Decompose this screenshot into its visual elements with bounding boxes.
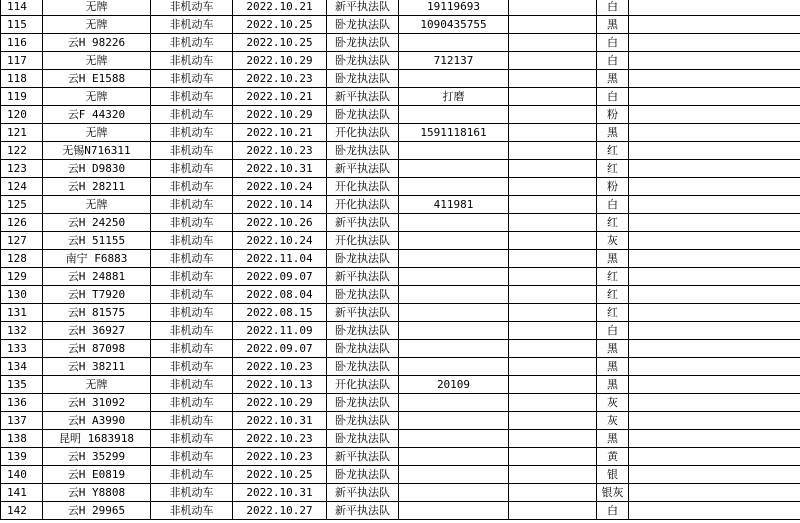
color-cell[interactable]: 灰 [597,232,629,250]
date-cell[interactable]: 2022.10.23 [233,430,327,448]
phone-cell[interactable] [399,394,509,412]
team-cell[interactable]: 新平执法队 [327,502,399,520]
vehicle-type-cell[interactable]: 非机动车 [151,196,233,214]
blank-cell[interactable] [509,16,597,34]
team-cell[interactable]: 开化执法队 [327,124,399,142]
empty-cell[interactable] [629,322,800,340]
table-row [1,214,800,232]
vehicle-type-cell[interactable]: 非机动车 [151,340,233,358]
blank-cell[interactable] [509,0,597,16]
blank-cell[interactable] [509,466,597,484]
row-number-cell[interactable]: 120 [1,106,43,124]
team-cell[interactable]: 卧龙执法队 [327,358,399,376]
color-cell[interactable]: 红 [597,160,629,178]
blank-cell[interactable] [509,268,597,286]
plate-cell[interactable]: 云H 36927 [43,322,151,340]
color-cell[interactable]: 白 [597,322,629,340]
phone-cell[interactable]: 20109 [399,376,509,394]
plate-cell[interactable]: 无锡N716311 [43,142,151,160]
color-cell[interactable]: 黑 [597,124,629,142]
color-cell[interactable]: 白 [597,88,629,106]
plate-cell[interactable]: 云H Y8808 [43,484,151,502]
team-cell[interactable]: 开化执法队 [327,196,399,214]
blank-cell[interactable] [509,232,597,250]
color-cell[interactable]: 黑 [597,430,629,448]
color-cell[interactable]: 白 [597,0,629,16]
empty-cell[interactable] [629,286,800,304]
team-cell[interactable]: 卧龙执法队 [327,322,399,340]
blank-cell[interactable] [509,178,597,196]
plate-cell[interactable]: 云F 44320 [43,106,151,124]
row-number-cell[interactable]: 141 [1,484,43,502]
row-number-cell[interactable]: 126 [1,214,43,232]
row-number-cell[interactable]: 123 [1,160,43,178]
date-cell[interactable]: 2022.10.21 [233,88,327,106]
table-row [1,412,800,430]
table-row [1,358,800,376]
color-cell[interactable]: 黑 [597,340,629,358]
table-row [1,430,800,448]
empty-cell[interactable] [629,214,800,232]
team-cell[interactable]: 卧龙执法队 [327,250,399,268]
row-number-cell[interactable]: 121 [1,124,43,142]
empty-cell[interactable] [629,412,800,430]
phone-cell[interactable] [399,268,509,286]
plate-cell[interactable]: 云H 87098 [43,340,151,358]
phone-cell[interactable] [399,484,509,502]
row-number-cell[interactable]: 131 [1,304,43,322]
date-cell[interactable]: 2022.10.14 [233,196,327,214]
row-number-cell[interactable]: 125 [1,196,43,214]
vehicle-type-cell[interactable]: 非机动车 [151,466,233,484]
team-cell[interactable]: 卧龙执法队 [327,142,399,160]
phone-cell[interactable]: 1090435755 [399,16,509,34]
row-number-cell[interactable]: 139 [1,448,43,466]
date-cell[interactable]: 2022.08.15 [233,304,327,322]
empty-cell[interactable] [629,394,800,412]
empty-cell[interactable] [629,268,800,286]
phone-cell[interactable] [399,340,509,358]
table-row [1,502,800,520]
date-cell[interactable]: 2022.10.31 [233,160,327,178]
plate-cell[interactable]: 云H 24881 [43,268,151,286]
row-number-cell[interactable]: 132 [1,322,43,340]
blank-cell[interactable] [509,430,597,448]
plate-cell[interactable]: 云H 29965 [43,502,151,520]
plate-cell[interactable]: 无牌 [43,88,151,106]
table-row [1,52,800,70]
vehicle-type-cell[interactable]: 非机动车 [151,394,233,412]
date-cell[interactable]: 2022.10.23 [233,142,327,160]
team-cell[interactable]: 开化执法队 [327,178,399,196]
blank-cell[interactable] [509,412,597,430]
phone-cell[interactable] [399,412,509,430]
color-cell[interactable]: 黑 [597,250,629,268]
plate-cell[interactable]: 云H E1588 [43,70,151,88]
row-number-cell[interactable]: 124 [1,178,43,196]
table-row [1,142,800,160]
vehicle-type-cell[interactable]: 非机动车 [151,232,233,250]
table-row [1,268,800,286]
empty-cell[interactable] [629,0,800,16]
date-cell[interactable]: 2022.10.29 [233,52,327,70]
plate-cell[interactable]: 昆明 1683918 [43,430,151,448]
table-row [1,88,800,106]
empty-cell[interactable] [629,304,800,322]
vehicle-type-cell[interactable]: 非机动车 [151,16,233,34]
row-number-cell[interactable]: 117 [1,52,43,70]
date-cell[interactable]: 2022.10.31 [233,412,327,430]
date-cell[interactable]: 2022.10.23 [233,70,327,88]
table-row [1,70,800,88]
vehicle-type-cell[interactable]: 非机动车 [151,52,233,70]
row-number-cell[interactable]: 127 [1,232,43,250]
empty-cell[interactable] [629,340,800,358]
empty-cell[interactable] [629,358,800,376]
team-cell[interactable]: 卧龙执法队 [327,52,399,70]
date-cell[interactable]: 2022.10.25 [233,16,327,34]
date-cell[interactable]: 2022.10.31 [233,484,327,502]
table-row [1,304,800,322]
plate-cell[interactable]: 云H 81575 [43,304,151,322]
date-cell[interactable]: 2022.09.07 [233,268,327,286]
team-cell[interactable]: 卧龙执法队 [327,16,399,34]
phone-cell[interactable] [399,448,509,466]
plate-cell[interactable]: 云H 31092 [43,394,151,412]
color-cell[interactable]: 黑 [597,358,629,376]
phone-cell[interactable] [399,304,509,322]
plate-cell[interactable]: 云H 35299 [43,448,151,466]
color-cell[interactable]: 红 [597,142,629,160]
table-row [1,16,800,34]
blank-cell[interactable] [509,358,597,376]
table-row [1,124,800,142]
row-number-cell[interactable]: 140 [1,466,43,484]
empty-cell[interactable] [629,16,800,34]
color-cell[interactable]: 粉 [597,106,629,124]
blank-cell[interactable] [509,304,597,322]
color-cell[interactable]: 黑 [597,70,629,88]
vehicle-type-cell[interactable]: 非机动车 [151,34,233,52]
phone-cell[interactable] [399,106,509,124]
table-row [1,286,800,304]
date-cell[interactable]: 2022.10.23 [233,448,327,466]
date-cell[interactable]: 2022.10.29 [233,394,327,412]
empty-cell[interactable] [629,376,800,394]
blank-cell[interactable] [509,196,597,214]
team-cell[interactable]: 卧龙执法队 [327,70,399,88]
vehicle-type-cell[interactable]: 非机动车 [151,412,233,430]
blank-cell[interactable] [509,502,597,520]
empty-cell[interactable] [629,34,800,52]
date-cell[interactable]: 2022.10.25 [233,34,327,52]
team-cell[interactable]: 新平执法队 [327,0,399,16]
row-number-cell[interactable]: 130 [1,286,43,304]
table-row [1,340,800,358]
vehicle-type-cell[interactable]: 非机动车 [151,250,233,268]
empty-cell[interactable] [629,106,800,124]
plate-cell[interactable]: 无牌 [43,16,151,34]
table-row [1,394,800,412]
color-cell[interactable]: 灰 [597,394,629,412]
team-cell[interactable]: 卧龙执法队 [327,430,399,448]
color-cell[interactable]: 灰 [597,412,629,430]
vehicle-type-cell[interactable]: 非机动车 [151,0,233,16]
blank-cell[interactable] [509,34,597,52]
plate-cell[interactable]: 南宁 F6883 [43,250,151,268]
plate-cell[interactable]: 云H E0819 [43,466,151,484]
phone-cell[interactable] [399,142,509,160]
date-cell[interactable]: 2022.10.23 [233,358,327,376]
plate-cell[interactable]: 云H 28211 [43,178,151,196]
vehicle-type-cell[interactable]: 非机动车 [151,88,233,106]
blank-cell[interactable] [509,52,597,70]
phone-cell[interactable] [399,232,509,250]
row-number-cell[interactable]: 133 [1,340,43,358]
plate-cell[interactable]: 云H 38211 [43,358,151,376]
blank-cell[interactable] [509,160,597,178]
vehicle-type-cell[interactable]: 非机动车 [151,124,233,142]
vehicle-type-cell[interactable]: 非机动车 [151,142,233,160]
vehicle-type-cell[interactable]: 非机动车 [151,304,233,322]
vehicle-type-cell[interactable]: 非机动车 [151,286,233,304]
table-row [1,178,800,196]
plate-cell[interactable]: 云H 24250 [43,214,151,232]
blank-cell[interactable] [509,142,597,160]
phone-cell[interactable] [399,358,509,376]
phone-cell[interactable]: 打磨 [399,88,509,106]
phone-cell[interactable] [399,160,509,178]
team-cell[interactable]: 卧龙执法队 [327,34,399,52]
plate-cell[interactable]: 云H A3990 [43,412,151,430]
vehicle-type-cell[interactable]: 非机动车 [151,502,233,520]
empty-cell[interactable] [629,466,800,484]
team-cell[interactable]: 卧龙执法队 [327,286,399,304]
team-cell[interactable]: 卧龙执法队 [327,106,399,124]
vehicle-type-cell[interactable]: 非机动车 [151,106,233,124]
empty-cell[interactable] [629,142,800,160]
table-row [1,0,800,16]
table-row [1,160,800,178]
color-cell[interactable]: 黑 [597,16,629,34]
team-cell[interactable]: 新平执法队 [327,268,399,286]
team-cell[interactable]: 新平执法队 [327,214,399,232]
date-cell[interactable]: 2022.10.24 [233,232,327,250]
row-number-cell[interactable]: 137 [1,412,43,430]
team-cell[interactable]: 开化执法队 [327,376,399,394]
row-number-cell[interactable]: 114 [1,0,43,16]
table-row [1,232,800,250]
team-cell[interactable]: 卧龙执法队 [327,412,399,430]
plate-cell[interactable]: 云H T7920 [43,286,151,304]
date-cell[interactable]: 2022.10.13 [233,376,327,394]
plate-cell[interactable]: 无牌 [43,196,151,214]
date-cell[interactable]: 2022.10.24 [233,178,327,196]
blank-cell[interactable] [509,322,597,340]
empty-cell[interactable] [629,250,800,268]
vehicle-type-cell[interactable]: 非机动车 [151,430,233,448]
row-number-cell[interactable]: 129 [1,268,43,286]
date-cell[interactable]: 2022.11.09 [233,322,327,340]
phone-cell[interactable] [399,178,509,196]
row-number-cell[interactable]: 115 [1,16,43,34]
phone-cell[interactable] [399,430,509,448]
table-row [1,106,800,124]
date-cell[interactable]: 2022.10.21 [233,0,327,16]
date-cell[interactable]: 2022.09.07 [233,340,327,358]
color-cell[interactable]: 红 [597,214,629,232]
team-cell[interactable]: 卧龙执法队 [327,466,399,484]
plate-cell[interactable]: 无牌 [43,52,151,70]
empty-cell[interactable] [629,160,800,178]
color-cell[interactable]: 白 [597,196,629,214]
vehicle-type-cell[interactable]: 非机动车 [151,448,233,466]
plate-cell[interactable]: 无牌 [43,376,151,394]
empty-cell[interactable] [629,502,800,520]
empty-cell[interactable] [629,178,800,196]
phone-cell[interactable] [399,502,509,520]
team-cell[interactable]: 卧龙执法队 [327,340,399,358]
blank-cell[interactable] [509,286,597,304]
team-cell[interactable]: 新平执法队 [327,88,399,106]
row-number-cell[interactable]: 128 [1,250,43,268]
plate-cell[interactable]: 云H 98226 [43,34,151,52]
blank-cell[interactable] [509,484,597,502]
vehicle-type-cell[interactable]: 非机动车 [151,160,233,178]
date-cell[interactable]: 2022.10.26 [233,214,327,232]
blank-cell[interactable] [509,124,597,142]
blank-cell[interactable] [509,394,597,412]
vehicle-type-cell[interactable]: 非机动车 [151,322,233,340]
color-cell[interactable]: 红 [597,268,629,286]
blank-cell[interactable] [509,214,597,232]
color-cell[interactable]: 银 [597,466,629,484]
row-number-cell[interactable]: 138 [1,430,43,448]
phone-cell[interactable] [399,34,509,52]
empty-cell[interactable] [629,70,800,88]
blank-cell[interactable] [509,250,597,268]
date-cell[interactable]: 2022.10.27 [233,502,327,520]
table-row [1,322,800,340]
table-row [1,250,800,268]
blank-cell[interactable] [509,106,597,124]
vehicle-type-cell[interactable]: 非机动车 [151,268,233,286]
empty-cell[interactable] [629,448,800,466]
empty-cell[interactable] [629,484,800,502]
empty-cell[interactable] [629,430,800,448]
row-number-cell[interactable]: 136 [1,394,43,412]
date-cell[interactable]: 2022.08.04 [233,286,327,304]
plate-cell[interactable]: 无牌 [43,124,151,142]
phone-cell[interactable] [399,70,509,88]
blank-cell[interactable] [509,340,597,358]
blank-cell[interactable] [509,448,597,466]
vehicle-type-cell[interactable]: 非机动车 [151,376,233,394]
color-cell[interactable]: 红 [597,304,629,322]
table-row [1,196,800,214]
empty-cell[interactable] [629,232,800,250]
plate-cell[interactable]: 云H D9830 [43,160,151,178]
blank-cell[interactable] [509,376,597,394]
empty-cell[interactable] [629,52,800,70]
blank-cell[interactable] [509,88,597,106]
empty-cell[interactable] [629,88,800,106]
vehicle-type-cell[interactable]: 非机动车 [151,214,233,232]
table-row [1,466,800,484]
date-cell[interactable]: 2022.10.29 [233,106,327,124]
table-row [1,376,800,394]
color-cell[interactable]: 粉 [597,178,629,196]
phone-cell[interactable]: 19119693 [399,0,509,16]
row-number-cell[interactable]: 135 [1,376,43,394]
date-cell[interactable]: 2022.10.25 [233,466,327,484]
phone-cell[interactable]: 712137 [399,52,509,70]
phone-cell[interactable]: 411981 [399,196,509,214]
color-cell[interactable]: 黄 [597,448,629,466]
row-number-cell[interactable]: 119 [1,88,43,106]
phone-cell[interactable] [399,466,509,484]
team-cell[interactable]: 新平执法队 [327,484,399,502]
vehicle-type-cell[interactable]: 非机动车 [151,178,233,196]
color-cell[interactable]: 黑 [597,376,629,394]
row-number-cell[interactable]: 122 [1,142,43,160]
color-cell[interactable]: 白 [597,34,629,52]
phone-cell[interactable] [399,214,509,232]
plate-cell[interactable]: 云H 51155 [43,232,151,250]
team-cell[interactable]: 新平执法队 [327,160,399,178]
color-cell[interactable]: 银灰 [597,484,629,502]
table-body [1,0,800,520]
phone-cell[interactable] [399,250,509,268]
vehicle-type-cell[interactable]: 非机动车 [151,484,233,502]
date-cell[interactable]: 2022.11.04 [233,250,327,268]
vehicle-type-cell[interactable]: 非机动车 [151,70,233,88]
date-cell[interactable]: 2022.10.21 [233,124,327,142]
table-row [1,34,800,52]
team-cell[interactable]: 新平执法队 [327,304,399,322]
color-cell[interactable]: 白 [597,502,629,520]
team-cell[interactable]: 开化执法队 [327,232,399,250]
phone-cell[interactable] [399,322,509,340]
plate-cell[interactable]: 无牌 [43,0,151,16]
empty-cell[interactable] [629,124,800,142]
table-row [1,448,800,466]
phone-cell[interactable]: 1591118161 [399,124,509,142]
color-cell[interactable]: 红 [597,286,629,304]
phone-cell[interactable] [399,286,509,304]
team-cell[interactable]: 卧龙执法队 [327,394,399,412]
blank-cell[interactable] [509,70,597,88]
vehicle-type-cell[interactable]: 非机动车 [151,358,233,376]
team-cell[interactable]: 新平执法队 [327,448,399,466]
color-cell[interactable]: 白 [597,52,629,70]
empty-cell[interactable] [629,196,800,214]
row-number-cell[interactable]: 134 [1,358,43,376]
row-number-cell[interactable]: 118 [1,70,43,88]
row-number-cell[interactable]: 142 [1,502,43,520]
table-row [1,484,800,502]
row-number-cell[interactable]: 116 [1,34,43,52]
